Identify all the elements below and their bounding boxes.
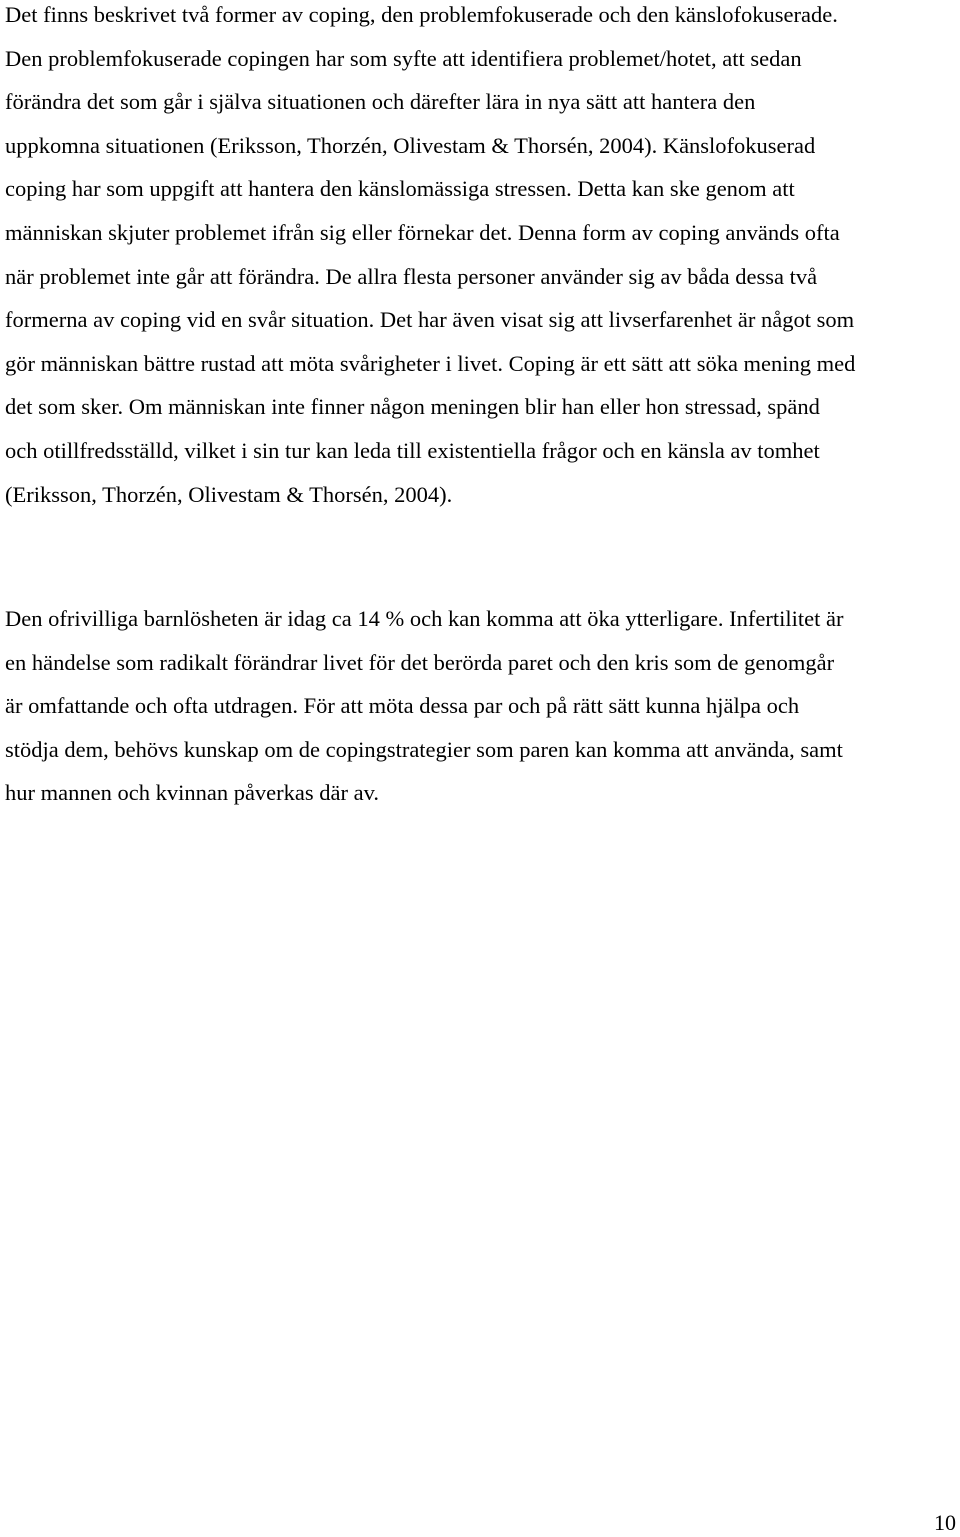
paragraph-infertility: Den ofrivilliga barnlösheten är idag ca 14 % och kan komma att öka ytterligare. Infertilitet är en händelse som radikalt förändrar livet för det berörda paret och den kris som de genomgår är omfattande och ofta utdragen. För att möta dessa par och på rätt sätt kunna hjälpa och stödja dem, behövs kunskap om de copingstrategier som paren kan komma att använda, samt hur mannen och kvinnan påverkas där av. xyxy=(5,606,844,806)
paragraph-coping-forms: Det finns beskrivet två former av coping, den problemfokuserade och den känslofokuserade. Den problemfokuserade copingen har som syfte att identifiera problemet/hotet, att sedan förändra det som går i själva situationen och därefter lära in nya sätt att hantera den uppkomna situationen (Eriksson, Thorzén, Olivestam & Thorsén, 2004). Känslofokuserad coping har som uppgift att hantera den känslomässiga stressen. Detta kan ske genom att människan skjuter problemet ifrån sig eller förnekar det. Denna form av coping används ofta när problemet inte går att förändra. De allra flesta personer använder sig av båda dessa två formerna av coping vid en svår situation. Det har även visat sig att livserfarenhet är något som gör människan bättre rustad att möta svårigheter i livet. Coping är ett sätt att söka mening med det som sker. Om människan inte finner någon meningen blir han eller hon stressad, spänd och otillfredsställd, vilket i sin tur kan leda till existentiella frågor och en känsla av tomhet (Eriksson, Thorzén, Olivestam & Thorsén, 2004). xyxy=(5,2,856,507)
page-number: 10 xyxy=(934,1510,956,1535)
